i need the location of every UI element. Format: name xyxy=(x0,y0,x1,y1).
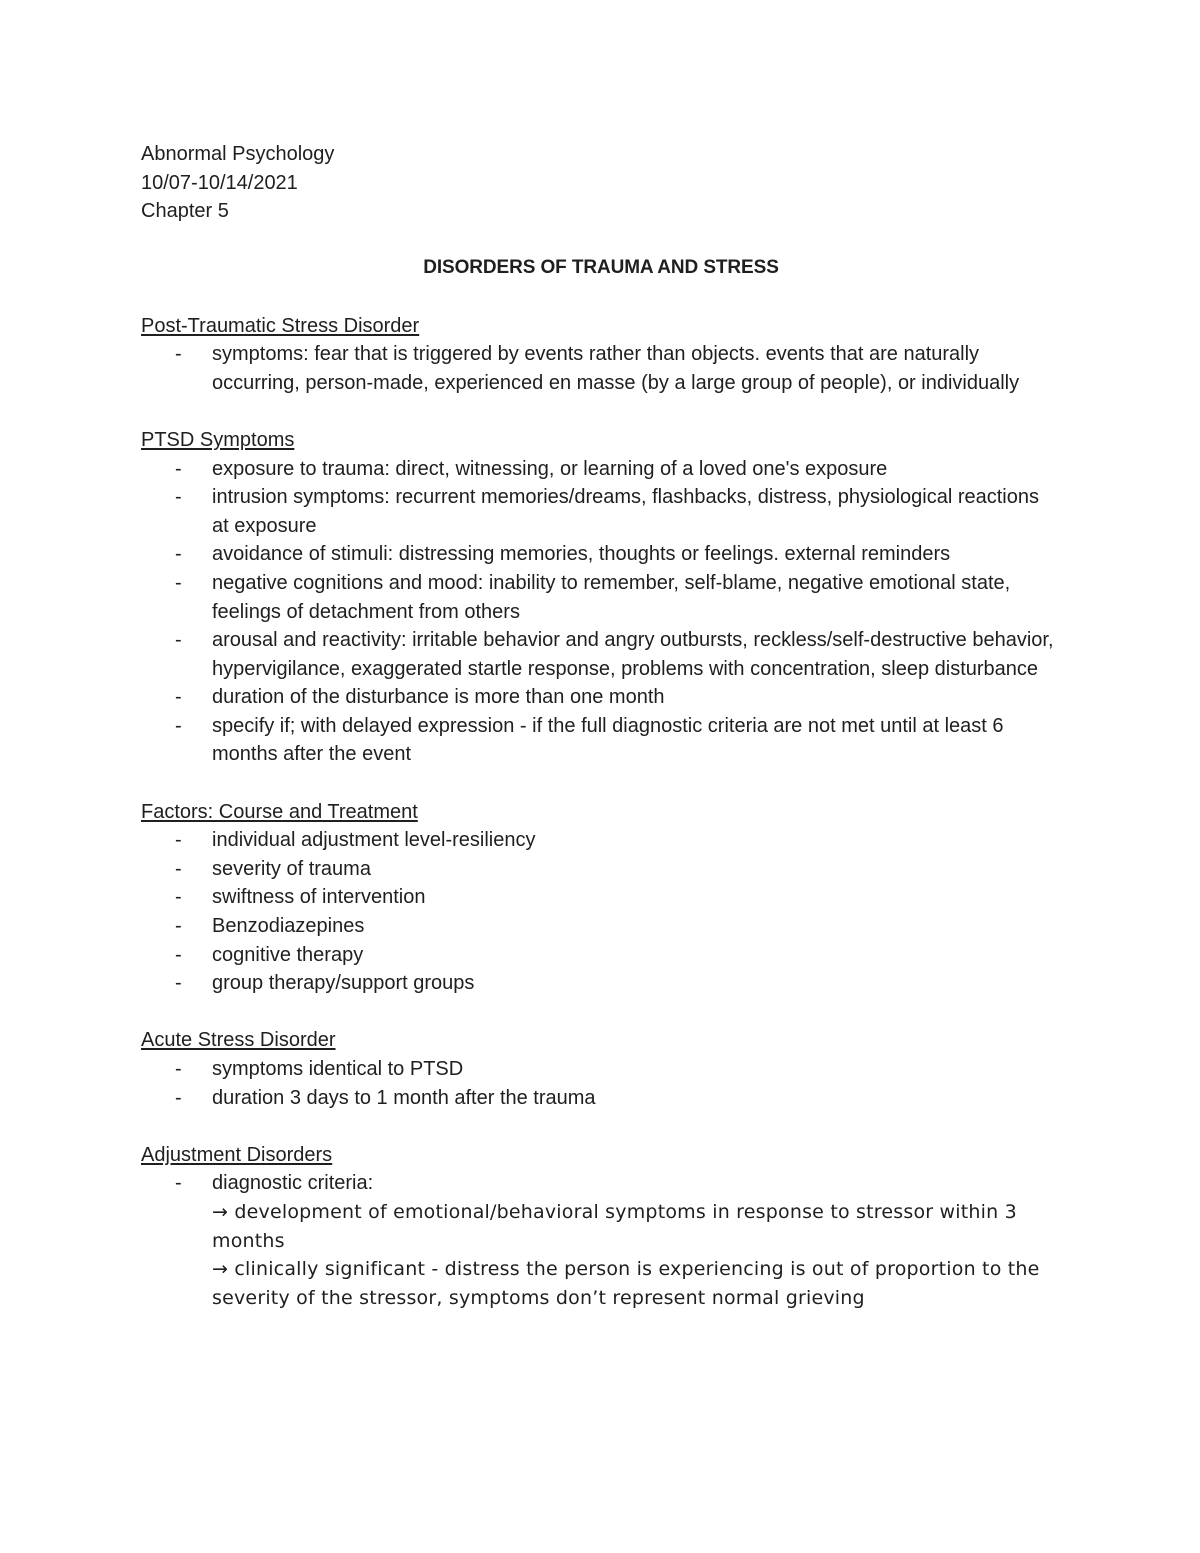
bullet-dash: - xyxy=(175,1058,182,1080)
list-item xyxy=(141,969,1061,998)
bullet-dash: - xyxy=(175,1086,182,1109)
list-item-text: symptoms identical to PTSD xyxy=(212,1058,464,1080)
bullet-dash: - xyxy=(175,543,182,566)
bullet-dash: - xyxy=(175,686,182,709)
list-item-text: symptoms: fear that is triggered by events rather than objects. events that are naturally occurring, person-made, experienced en masse (by a large group of people), or individually xyxy=(212,343,1020,394)
section-ptsd xyxy=(141,312,1061,398)
bullet-dash: - xyxy=(175,1172,182,1195)
list-item-text: exposure to trauma: direct, witnessing, or learning of a loved one's exposure xyxy=(212,457,888,480)
list-item-text: swiftness of intervention xyxy=(212,886,426,909)
list-item xyxy=(141,569,1061,626)
bullet-list xyxy=(141,1169,1061,1312)
list-item xyxy=(141,941,1061,970)
list-item-text: individual adjustment level-resiliency xyxy=(212,829,536,852)
list-item xyxy=(141,1055,1061,1084)
bullet-dash: - xyxy=(175,486,182,509)
bullet-dash: - xyxy=(175,714,182,737)
list-item-text: diagnostic criteria: xyxy=(212,1172,374,1195)
list-item-text: severity of trauma xyxy=(212,857,371,880)
section-factors xyxy=(141,798,1061,998)
list-item xyxy=(141,1169,1061,1312)
list-item xyxy=(141,683,1061,712)
criteria-line: → development of emotional/behavioral symptoms in response to stressor within 3 months xyxy=(212,1200,1017,1252)
section-heading: PTSD Symptoms xyxy=(141,428,295,451)
list-item xyxy=(141,455,1061,484)
date-range: 10/07-10/14/2021 xyxy=(141,171,298,194)
list-item-text: group therapy/support groups xyxy=(212,972,475,995)
list-item xyxy=(141,340,1061,397)
bullet-dash: - xyxy=(175,857,182,880)
document-page xyxy=(141,140,1061,1341)
bullet-dash: - xyxy=(175,629,182,652)
list-item xyxy=(141,483,1061,540)
bullet-list xyxy=(141,826,1061,998)
list-item-text: specify if; with delayed expression - if the full diagnostic criteria are not met until at least 6 months after the event xyxy=(212,714,1004,766)
bullet-dash: - xyxy=(175,829,182,852)
bullet-list xyxy=(141,340,1061,397)
list-item xyxy=(141,855,1061,884)
bullet-dash: - xyxy=(175,943,182,966)
section-heading: Post-Traumatic Stress Disorder xyxy=(141,314,420,337)
list-item xyxy=(141,540,1061,569)
bullet-dash: - xyxy=(175,915,182,938)
list-item-text: arousal and reactivity: irritable behavior and angry outbursts, reckless/self-destructive behavior, hypervigilance, exaggerated startle response, problems with concentration, sleep disturbance xyxy=(212,629,1054,680)
document-title: DISORDERS OF TRAUMA AND STRESS xyxy=(423,257,779,279)
section-adjustment xyxy=(141,1141,1061,1313)
list-item xyxy=(141,883,1061,912)
list-item-text: negative cognitions and mood: inability to remember, self-blame, negative emotional state, feelings of detachment from others xyxy=(212,571,1011,623)
bullet-dash: - xyxy=(175,886,182,909)
course-name: Abnormal Psychology xyxy=(141,143,335,165)
criteria-line: → clinically significant - distress the person is experiencing is out of proportion to the severity of the stressor, symptoms don’t represent normal grieving xyxy=(212,1258,1040,1309)
list-item-text: cognitive therapy xyxy=(212,943,364,966)
bullet-list xyxy=(141,1055,1061,1112)
bullet-dash: - xyxy=(175,972,182,995)
list-item-text: duration of the disturbance is more than one month xyxy=(212,686,665,709)
list-item-text: duration 3 days to 1 month after the trauma xyxy=(212,1086,596,1109)
bullet-list xyxy=(141,455,1061,770)
list-item xyxy=(141,626,1061,683)
list-item xyxy=(141,712,1061,769)
list-item-text: avoidance of stimuli: distressing memories, thoughts or feelings. external reminders xyxy=(212,543,951,566)
list-item-text: intrusion symptoms: recurrent memories/dreams, flashbacks, distress, physiological reactions at exposure xyxy=(212,486,1039,537)
bullet-dash: - xyxy=(175,343,182,366)
chapter-label: Chapter 5 xyxy=(141,200,229,223)
section-heading: Factors: Course and Treatment xyxy=(141,800,418,823)
bullet-dash: - xyxy=(175,457,182,480)
list-item xyxy=(141,912,1061,941)
section-heading: Adjustment Disorders xyxy=(141,1143,333,1166)
section-acute-stress xyxy=(141,1026,1061,1112)
list-item xyxy=(141,826,1061,855)
bullet-dash: - xyxy=(175,571,182,594)
list-item xyxy=(141,1084,1061,1113)
section-heading: Acute Stress Disorder xyxy=(141,1029,336,1052)
section-ptsd-symptoms xyxy=(141,426,1061,769)
list-item-text: Benzodiazepines xyxy=(212,915,365,938)
